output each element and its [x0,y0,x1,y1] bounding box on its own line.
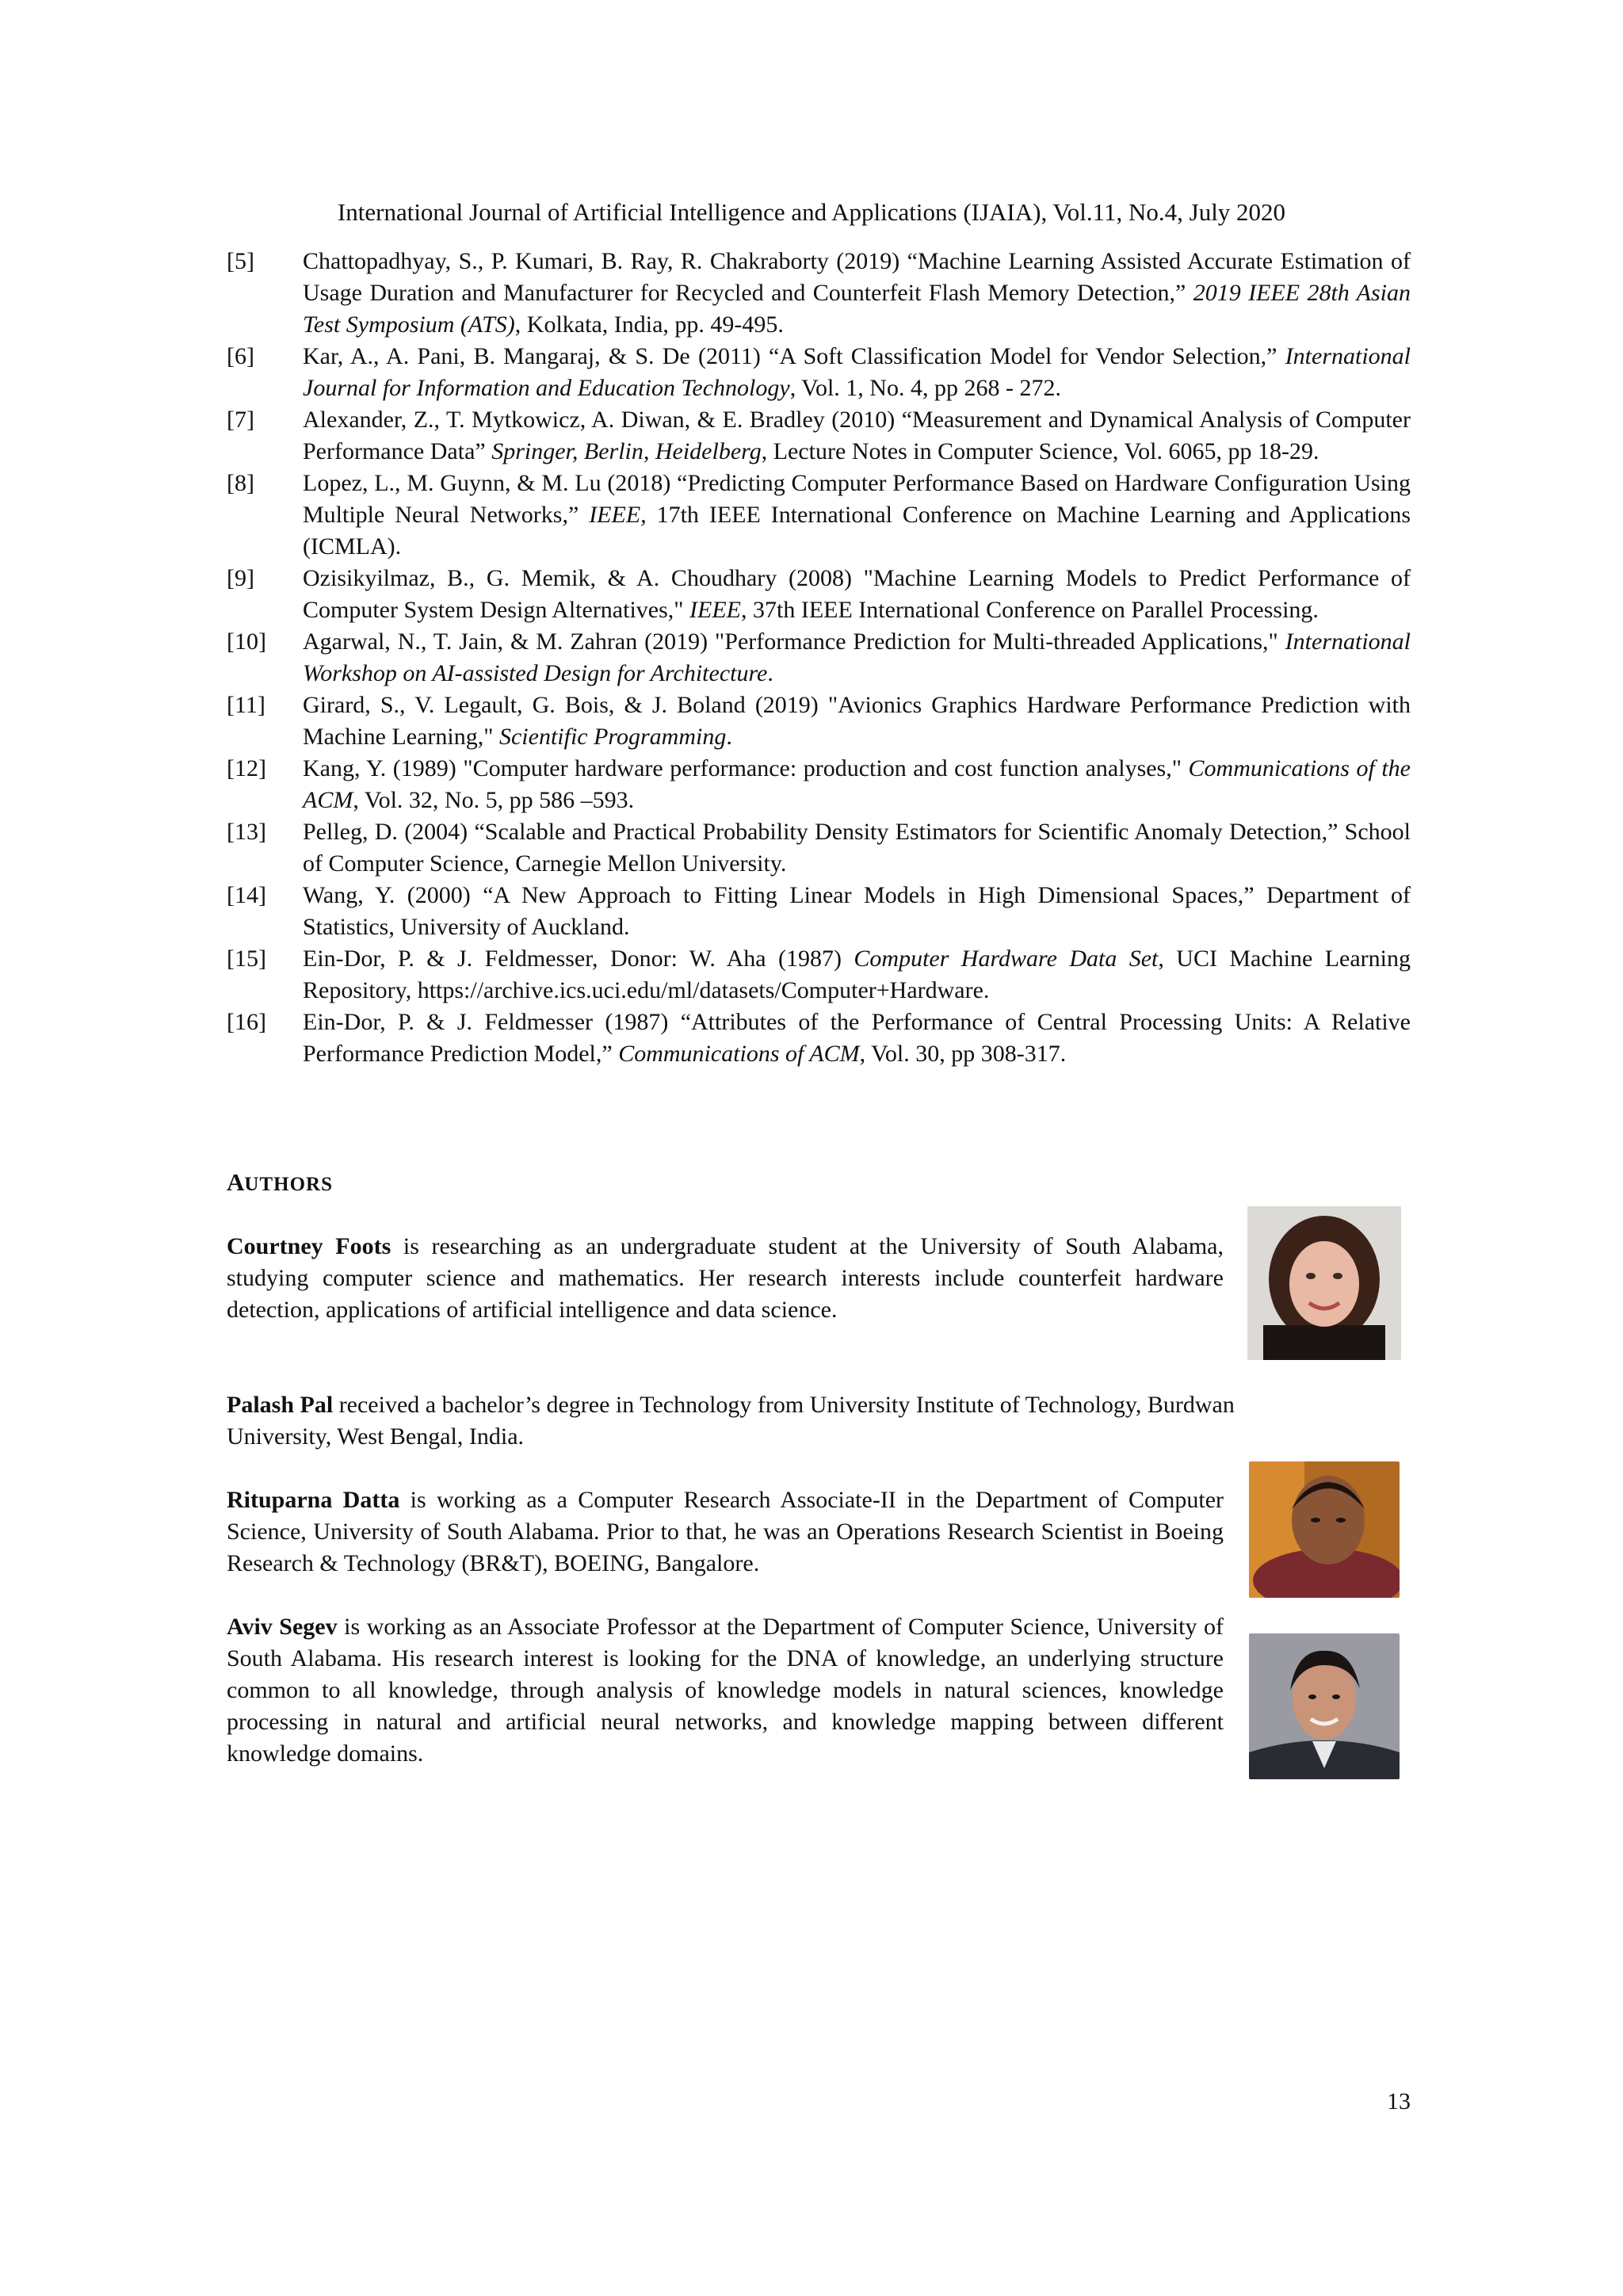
reference-text: Kar, A., A. Pani, B. Mangaraj, & S. De (2011) “A Soft Classification Model for Vendor Selection,” [303,343,1285,369]
reference-tail: . [726,724,732,750]
reference-text: Wang, Y. (2000) “A New Approach to Fitting Linear Models in High Dimensional Spaces,” Department of Statistics, University of Auckland. [303,882,1411,940]
reference-item [227,563,1411,626]
reference-item [227,880,1411,943]
reference-text: Alexander, Z., T. Mytkowicz, A. Diwan, & E. Bradley (2010) “Measurement and Dynamical Analysis of Computer Performance Data” [303,407,1411,464]
author-photo [1249,1461,1400,1598]
reference-item [227,341,1411,404]
reference-item [227,1007,1411,1070]
reference-text: Pelleg, D. (2004) “Scalable and Practical Probability Density Estimators for Scientific Anomaly Detection,” School of Computer Science, Carnegie Mellon University. [303,819,1411,877]
reference-item [227,753,1411,816]
reference-venue: Computer Hardware Data Set [854,946,1159,972]
reference-text: Ein-Dor, P. & J. Feldmesser, Donor: W. Aha (1987) [303,946,854,972]
portrait-image [1249,1461,1400,1598]
reference-item [227,943,1411,1007]
reference-item [227,816,1411,880]
reference-venue: Springer, Berlin, Heidelberg [491,438,762,464]
author-name: Palash Pal [227,1392,334,1418]
reference-text: Lopez, L., M. Guynn, & M. Lu (2018) “Predicting Computer Performance Based on Hardware Configuration Using Multiple Neural Networks,” [303,470,1411,528]
reference-text: Girard, S., V. Legault, G. Bois, & J. Boland (2019) "Avionics Graphics Hardware Performance Prediction with Machine Learning," [303,692,1411,750]
reference-tail: , Vol. 30, pp 308-317. [859,1041,1067,1067]
reference-venue: 2019 IEEE 28th Asian Test Symposium (ATS) [303,280,1411,338]
reference-number: [9] [227,565,254,591]
reference-tail: , Lecture Notes in Computer Science, Vol. 6065, pp 18-29. [761,438,1319,464]
reference-venue: IEEE [689,597,741,623]
reference-venue: International Journal for Information and Education Technology [303,343,1411,401]
reference-tail: , UCI Machine Learning Repository, https://archive.ics.uci.edu/ml/datasets/Computer+Hardware. [303,946,1411,1003]
reference-venue: Communications of ACM [618,1041,860,1067]
author-name: Rituparna Datta [227,1487,400,1513]
reference-text: Ein-Dor, P. & J. Feldmesser (1987) “Attributes of the Performance of Central Processing Units: A Relative Performance Prediction Model,” [303,1009,1411,1067]
reference-item [227,468,1411,563]
reference-item [227,404,1411,468]
author-bio [227,1231,1224,1326]
reference-tail: . [767,660,773,686]
author-photo [1247,1206,1401,1360]
reference-venue: International Workshop on AI-assisted Design for Architecture [303,628,1411,686]
reference-tail: , Kolkata, India, pp. 49-495. [514,311,784,338]
author-bio [227,1389,1336,1453]
author-bio-text: is working as a Computer Research Associate-II in the Department of Computer Science, University of South Alabama. Prior to that, he was an Operations Research Scientist in Boeing Research & Technology (BR&T), BOEING, Bangalore. [227,1487,1224,1576]
reference-text: Chattopadhyay, S., P. Kumari, B. Ray, R. Chakraborty (2019) “Machine Learning Assisted Accurate Estimation of Usage Duration and Manufacturer for Recycled and Counterfeit Flash Memory Detection,” [303,248,1411,306]
reference-tail: 17th IEEE International Conference on Machine Learning and Applications (ICMLA). [303,502,1411,560]
reference-item [227,626,1411,690]
reference-number: [7] [227,407,254,433]
reference-tail: , 37th IEEE International Conference on Parallel Processing. [741,597,1319,623]
author-bio [227,1484,1224,1580]
reference-text: Kang, Y. (1989) "Computer hardware performance: production and cost function analyses," [303,755,1189,781]
reference-number: [6] [227,343,254,369]
author-photo [1249,1633,1400,1779]
reference-number: [11] [227,692,265,718]
reference-text: Ozisikyilmaz, B., G. Memik, & A. Choudhary (2008) "Machine Learning Models to Predict Performance of Computer System Design Alternatives," [303,565,1411,623]
author-bio-text: is working as an Associate Professor at the Department of Computer Science, University of South Alabama. His research interest is looking for the DNA of knowledge, an underlying structure common to all knowledge, through analysis of knowledge models in natural sciences, knowledge processing in natural and artificial neural networks, and knowledge mapping between different knowledge domains. [227,1614,1224,1767]
reference-number: [13] [227,819,266,845]
reference-venue: Communications of the ACM [303,755,1411,813]
portrait-image [1249,1633,1400,1779]
reference-number: [10] [227,628,266,655]
reference-venue: Scientific Programming [498,724,727,750]
reference-text: Agarwal, N., T. Jain, & M. Zahran (2019) "Performance Prediction for Multi-threaded Applications," [303,628,1285,655]
reference-number: [16] [227,1009,266,1035]
author-name: Courtney Foots [227,1233,391,1259]
page-number: 13 [1387,2088,1411,2115]
portrait-image [1247,1206,1401,1360]
author-bio-text: received a bachelor’s degree in Technology from University Institute of Technology, Burdwan University, West Bengal, India. [227,1392,1235,1450]
author-name: Aviv Segev [227,1614,338,1640]
reference-number: [15] [227,946,266,972]
authors-heading: AUTHORS [227,1168,333,1196]
reference-number: [5] [227,248,254,274]
reference-number: [14] [227,882,266,908]
reference-number: [12] [227,755,266,781]
reference-tail: , Vol. 32, No. 5, pp 586 –593. [353,787,635,813]
reference-venue: IEEE, [589,502,647,528]
author-bio [227,1611,1224,1770]
reference-item [227,690,1411,753]
reference-tail: , Vol. 1, No. 4, pp 268 - 272. [789,375,1061,401]
running-header: International Journal of Artificial Intelligence and Applications (IJAIA), Vol.11, No.4, July 2020 [337,198,1286,226]
reference-list [227,246,1411,1070]
author-bio-text: is researching as an undergraduate student at the University of South Alabama, studying computer science and mathematics. Her research interests include counterfeit hardware detection, applications of artificial intelligence and data science. [227,1233,1224,1323]
reference-number: [8] [227,470,254,496]
reference-item [227,246,1411,341]
